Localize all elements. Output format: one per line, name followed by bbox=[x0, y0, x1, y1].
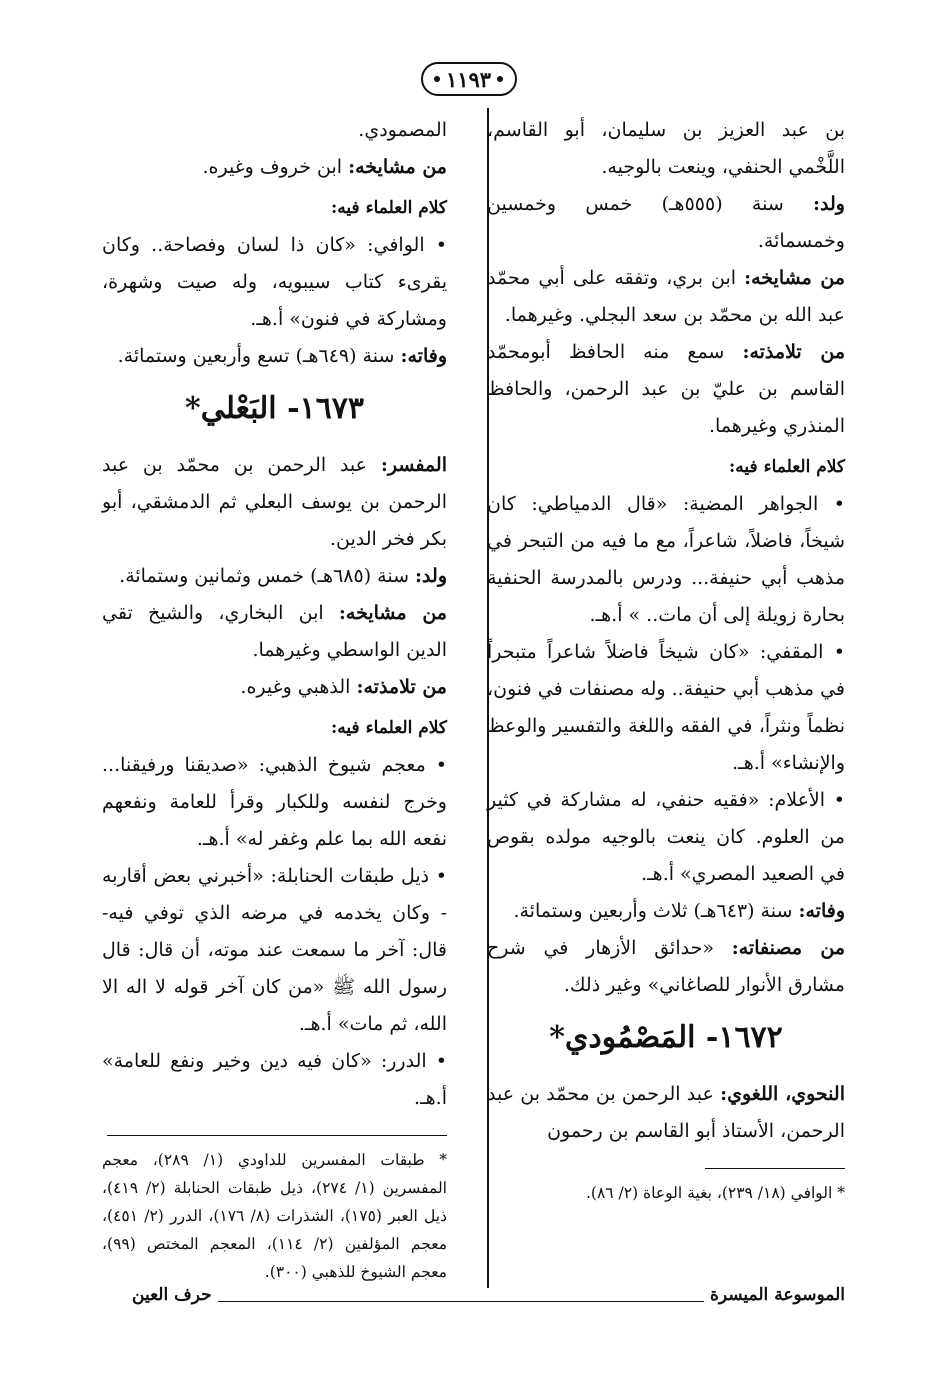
quote-muqaffa: • المقفي: «كان شيخاً فاضلاً شاعراً متبحراً في مذهب أبي حنيفة.. وله مصنفات في فنون، نظماً ونثراً، في الفقه واللغة والتفسير والوعظ والإنشاء» أ.هـ. bbox=[487, 641, 845, 774]
footnote-separator bbox=[705, 1168, 845, 1169]
page-number: ١١٩٣ bbox=[445, 66, 492, 92]
footnote-1673: * طبقات المفسرين للداودي (١/ ٢٨٩)، معجم المفسرين (١/ ٢٧٤)، ذيل طبقات الحنابلة (٢/ ٤١٩)، ذيل العبر (١٧٥)، الشذرات (٨/ ١٧٦)، الدرر (٢/ ٤٥١)، معجم المؤلفين (٢/ ١١٤)، المعجم المختص (٩٩)، معجم الشيوخ للذهبي (٣٠٠). bbox=[102, 1151, 448, 1281]
teachers-line: من مشايخه: ابن بري، وتفقه على أبي محمّد عبد الله بن محمّد بن سعد البجلي. وغيرهما. bbox=[487, 267, 845, 326]
entry-1672-intro: النحوي، اللغوي: عبد الرحمن بن محمّد بن عبد الرحمن، الأستاذ أبو القاسم بن رحمون bbox=[487, 1083, 845, 1142]
entry-1673-intro: المفسر: عبد الرحمن بن محمّد بن عبد الرحمن بن يوسف البعلي ثم الدمشقي، أبو بكر فخر الدين. bbox=[102, 454, 447, 550]
dot-icon bbox=[434, 76, 440, 82]
students-line: من تلامذته: الذهبي وغيره. bbox=[240, 676, 447, 698]
entry-title-1673: ١٦٧٣- البَعْلي* bbox=[185, 391, 364, 426]
right-column bbox=[487, 112, 845, 1207]
quote-wafi: • الوافي: «كان ذا لسان وفصاحة.. وكان يقرىء كتاب سيبويه، وله صيت وشهرة، ومشاركة في فنون» أ.هـ. bbox=[102, 234, 447, 330]
entry-1672-continuation: المصمودي. bbox=[358, 119, 447, 141]
footnote-separator bbox=[107, 1135, 447, 1136]
page-footer bbox=[132, 1282, 845, 1308]
entry-title-1672: ١٦٧٢- المَصْمُودي* bbox=[549, 1020, 783, 1055]
works-line: من مصنفاته: «حدائق الأزهار في شرح مشارق الأنوار للصاغاني» وغير ذلك. bbox=[487, 937, 846, 996]
book-title: الموسوعة الميسرة bbox=[709, 1285, 845, 1305]
left-column bbox=[102, 112, 447, 1286]
death-line: وفاته: سنة (٦٤٣هـ) ثلاث وأربعين وستمائة. bbox=[513, 900, 845, 922]
scholars-heading: كلام العلماء فيه: bbox=[331, 198, 447, 218]
birth-line: ولد: سنة (٥٥٥هـ) خمس وخمسين وخمسمائة. bbox=[487, 193, 845, 252]
birth-line: ولد: سنة (٦٨٥هـ) خمس وثمانين وستمائة. bbox=[119, 565, 447, 587]
quote-dhahabi: • معجم شيوخ الذهبي: «صديقنا ورفيقنا... وخرج لنفسه وللكبار وقرأ للعامة ونفعهم نفعه الله بما علم وغفر له» أ.هـ. bbox=[102, 754, 447, 850]
quote-hanabila: • ذيل طبقات الحنابلة: «أخبرني بعض أقاربه - وكان يخدمه في مرضه الذي توفي فيه- قال: آخر ما سمعت عند موته، أن قال: قال رسول الله ﷺ «من كان آخر قوله لا اله الا الله، ثم مات» أ.هـ. bbox=[102, 865, 447, 1035]
dot-icon bbox=[497, 76, 503, 82]
entry-1671-continuation: بن عبد العزيز بن سليمان، أبو القاسم، اللَّخْمي الحنفي، وينعت بالوجيه. bbox=[487, 119, 845, 178]
scholars-heading: كلام العلماء فيه: bbox=[331, 718, 447, 738]
teachers-line: من مشايخه: ابن البخاري، والشيخ تقي الدين الواسطي وغيرهما. bbox=[102, 602, 447, 661]
section-title: حرف العين bbox=[132, 1285, 212, 1305]
students-line: من تلامذته: سمع منه الحافظ أبومحمّد القاسم بن عليّ بن عبد الرحمن، والحافظ المنذري وغيرهما. bbox=[487, 341, 845, 437]
death-line: وفاته: سنة (٦٤٩هـ) تسع وأربعين وستمائة. bbox=[117, 345, 447, 367]
quote-jawahir: • الجواهر المضية: «قال الدمياطي: كان شيخاً، فاضلاً، شاعراً، مع ما فيه من التبحر في مذهب أبي حنيفة... ودرس بالمدرسة الحنفية بحارة زويلة إلى أن مات.. » أ.هـ. bbox=[487, 493, 845, 626]
quote-durar: • الدرر: «كان فيه دين وخير ونفع للعامة» أ.هـ. bbox=[102, 1050, 447, 1109]
scholars-heading: كلام العلماء فيه: bbox=[729, 457, 845, 477]
quote-alam: • الأعلام: «فقيه حنفي، له مشاركة في كثير من العلوم. كان ينعت بالوجيه مولده بقوص في الصعيد المصري» أ.هـ. bbox=[487, 789, 845, 885]
page-number-badge bbox=[421, 62, 517, 96]
footer-rule bbox=[218, 1301, 704, 1302]
teachers-line: من مشايخه: ابن خروف وغيره. bbox=[202, 156, 447, 178]
footnote-1672: * الوافي (١٨/ ٢٣٩)، بغية الوعاة (٢/ ٨٦). bbox=[585, 1184, 845, 1202]
